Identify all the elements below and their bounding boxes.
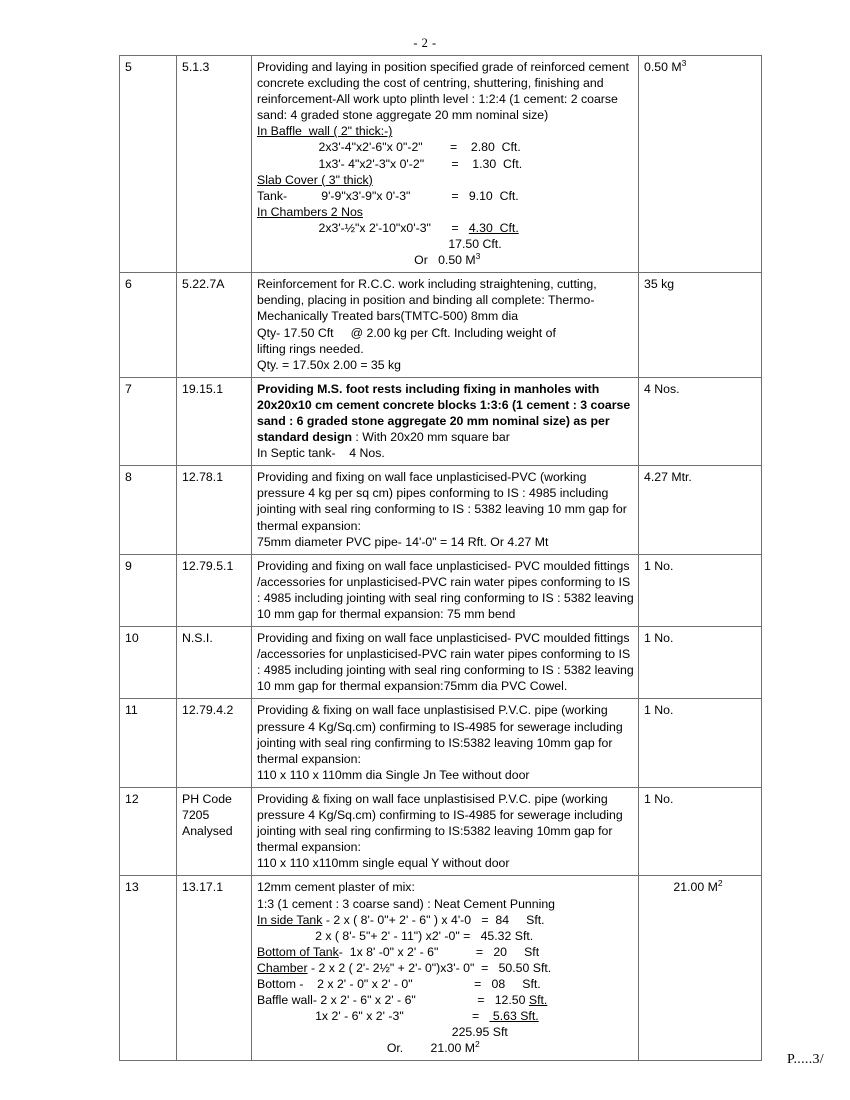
cell-description: [252, 627, 639, 699]
description-line: Slab Cover ( 3" thick): [257, 172, 373, 187]
description-paragraph: Providing M.S. foot rests including fixing in manholes with 20x20x10 cm cement concrete blocks 1:3:6 (1 cement : 3 coarse sand : 6 graded stone aggregate 20 mm nominal size) as per standard design : With 20x20 mm square bar: [257, 381, 631, 445]
description-line: Or. 21.00 $M^2$: [257, 1039, 480, 1056]
cell-serial-number: 13: [120, 876, 177, 1061]
cell-item-code: 13.17.1: [177, 876, 252, 1061]
cell-quantity: 1 No.: [639, 627, 762, 699]
cell-quantity: 35 kg: [639, 273, 762, 378]
cell-serial-number: 11: [120, 699, 177, 787]
cell-description: [252, 466, 639, 554]
cell-quantity: 1 No.: [639, 787, 762, 875]
description-line: 1x 2' - 6" x 2' -3" = 5.63 Sft.: [257, 1009, 539, 1024]
description-paragraph: Providing and fixing on wall face unplasticised- PVC moulded fittings /accessories for unplasticised-PVC rain water pipes conforming to IS : 4985 including jointing with seal ring conforming to IS : 5382 leaving 10 mm gap for thermal expansion:75mm dia PVC Cowel.: [257, 631, 634, 694]
cell-description: [252, 787, 639, 875]
description-paragraph: Providing and fixing on wall face unplasticised-PVC (working pressure 4 kg per sq cm) pipes conforming to IS : 4985 including jointing with seal ring conforming to IS : 5382 leaving 10 mm gap for thermal expansion:: [257, 470, 627, 533]
cell-serial-number: 5: [120, 56, 177, 273]
description-line: In Baffle wall ( 2" thick:-): [257, 124, 393, 139]
description-line: In Septic tank- 4 Nos.: [257, 446, 385, 461]
cell-quantity: 0.50 $M^3$: [639, 56, 762, 273]
calculation-block: [257, 123, 634, 268]
calculation-block: [257, 855, 634, 871]
description-line: 225.95 Sft: [257, 1025, 508, 1040]
cell-description: [252, 56, 639, 273]
cell-description: [252, 377, 639, 465]
description-line: 2x3'-½"x 2'-10"x0'-3" = 4.30 Cft.: [257, 220, 519, 235]
cell-item-code: 5.1.3: [177, 56, 252, 273]
description-line: 75mm diameter PVC pipe- 14'-0" = 14 Rft. Or 4.27 Mt: [257, 534, 549, 549]
calculation-block: [257, 445, 634, 461]
cell-quantity: 4.27 Mtr.: [639, 466, 762, 554]
cell-item-code: 12.79.5.1: [177, 554, 252, 626]
table-row: [120, 699, 762, 787]
page-footer: P.....3/: [786, 1052, 824, 1067]
table-row: [120, 273, 762, 378]
page-number-header: - 2 -: [413, 36, 437, 50]
description-line: Chamber - 2 x 2 ( 2'- 2½" + 2'- 0")x3'- 0" = 50.50 Sft.: [257, 960, 552, 975]
description-line: Qty- 17.50 Cft @ 2.00 kg per Cft. Including weight of: [257, 325, 556, 340]
description-line: 2x3'-4"x2'-6"x 0"-2" = 2.80 Cft.: [257, 140, 521, 155]
calculation-block: [257, 325, 634, 373]
description-line: Or 0.50 $M^3$: [257, 251, 481, 268]
description-line: Qty. = 17.50x 2.00 = 35 kg: [257, 357, 402, 372]
description-line: 110 x 110 x 110mm dia Single Jn Tee without door: [257, 767, 530, 782]
cell-serial-number: 10: [120, 627, 177, 699]
description-line: 2 x ( 8'- 5"+ 2' - 11") x2' -0" = 45.32 Sft.: [257, 928, 534, 943]
description-paragraph: Providing & fixing on wall face unplastisised P.V.C. pipe (working pressure 4 Kg/Sq.cm) confirming to IS-4985 for sewerage including jointing with seal ring confirming to IS:5382 leaving 10mm gap for thermal expansion:: [257, 703, 623, 766]
cell-item-code: 19.15.1: [177, 377, 252, 465]
table-row: [120, 876, 762, 1061]
cell-serial-number: 8: [120, 466, 177, 554]
cell-quantity: 1 No.: [639, 554, 762, 626]
description-line: 17.50 Cft.: [257, 237, 502, 252]
cell-quantity: 4 Nos.: [639, 377, 762, 465]
bill-of-quantities-table: [119, 55, 762, 1061]
table-row: [120, 627, 762, 699]
description-line: In Chambers 2 Nos: [257, 204, 363, 219]
description-line: Bottom of Tank- 1x 8' -0" x 2' - 6" = 20 Sft: [257, 944, 540, 959]
table-row: [120, 787, 762, 875]
table-row: [120, 56, 762, 273]
table-body: [120, 56, 762, 1061]
cell-serial-number: 9: [120, 554, 177, 626]
description-line: In side Tank - 2 x ( 8'- 0"+ 2' - 6" ) x 4'-0 = 84 Sft.: [257, 912, 545, 927]
cell-item-code: 12.78.1: [177, 466, 252, 554]
description-line: Tank- 9'-9"x3'-9"x 0'-3" = 9.10 Cft.: [257, 188, 519, 203]
cell-item-code: N.S.I.: [177, 627, 252, 699]
cell-description: [252, 554, 639, 626]
cell-description: [252, 876, 639, 1061]
table-row: [120, 466, 762, 554]
cell-serial-number: 12: [120, 787, 177, 875]
table-row: [120, 554, 762, 626]
calculation-block: [257, 879, 634, 1056]
calculation-block: [257, 534, 634, 550]
description-line: 12mm cement plaster of mix:: [257, 880, 415, 895]
description-line: Bottom - 2 x 2' - 0" x 2' - 0" = 08 Sft.: [257, 976, 541, 991]
table-row: [120, 377, 762, 465]
description-line: Baffle wall- 2 x 2' - 6" x 2' - 6" = 12.50 Sft.: [257, 993, 548, 1008]
cell-description: [252, 273, 639, 378]
description-paragraph: Providing and laying in position specified grade of reinforced cement concrete excluding the cost of centring, shuttering, finishing and reinforcement-All work upto plinth level : 1:2:4 (1 cement: 2 coarse sand: 4 graded stone aggregate 20 mm nominal size): [257, 60, 629, 123]
description-line: 1x3'- 4"x2'-3"x 0'-2" = 1.30 Cft.: [257, 156, 523, 171]
calculation-block: [257, 767, 634, 783]
description-paragraph: Providing & fixing on wall face unplastisised P.V.C. pipe (working pressure 4 Kg/Sq.cm) confirming to IS-4985 for sewerage including jointing with seal ring confirming to IS:5382 leaving 10mm gap for thermal expansion:: [257, 791, 623, 855]
description-line: 110 x 110 x110mm single equal Y without door: [257, 856, 510, 871]
description-line: lifting rings needed.: [257, 341, 364, 356]
cell-item-code: 12.79.4.2: [177, 699, 252, 787]
description-line: 1:3 (1 cement : 3 coarse sand) : Neat Cement Punning: [257, 896, 556, 911]
cell-quantity: 21.00 $M^2$: [639, 876, 762, 1061]
cell-quantity: 1 No.: [639, 699, 762, 787]
description-paragraph: Reinforcement for R.C.C. work including straightening, cutting, bending, placing in position and binding all complete: Thermo-Mechanically Treated bars(TMTC-500) 8mm dia: [257, 277, 597, 324]
cell-serial-number: 6: [120, 273, 177, 378]
cell-description: [252, 699, 639, 787]
cell-item-code: PH Code 7205 Analysed: [177, 787, 252, 875]
cell-item-code: 5.22.7A: [177, 273, 252, 378]
description-paragraph: Providing and fixing on wall face unplasticised- PVC moulded fittings /accessories for unplasticised-PVC rain water pipes conforming to IS : 4985 including jointing with seal ring conforming to IS : 5382 leaving 10 mm gap for thermal expansion: 75 mm bend: [257, 558, 634, 621]
cell-serial-number: 7: [120, 377, 177, 465]
